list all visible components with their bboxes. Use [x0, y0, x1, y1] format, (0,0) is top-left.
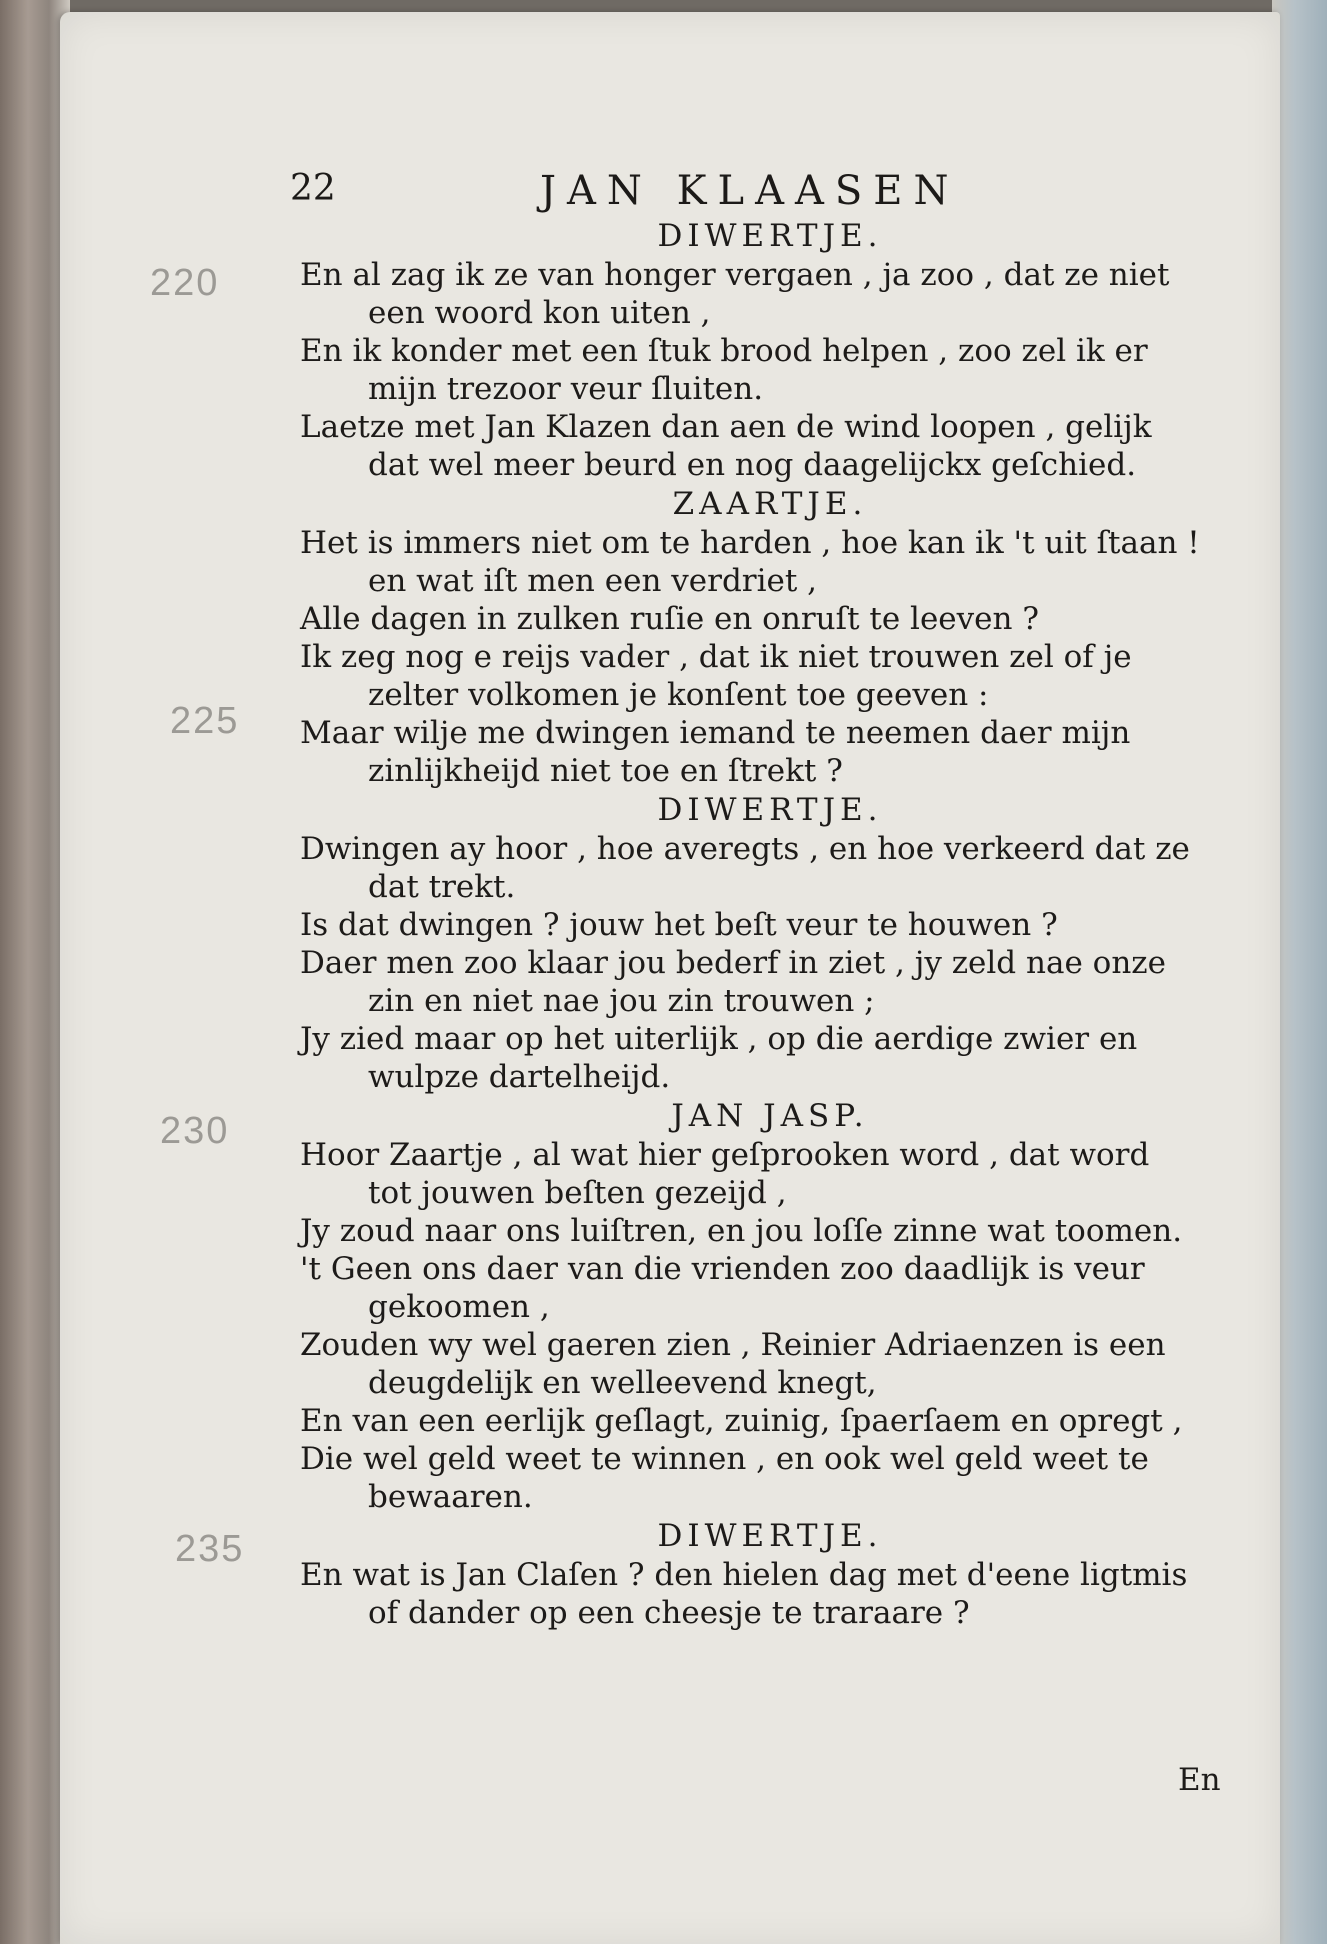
margin-line-number: 230 — [160, 1110, 230, 1152]
margin-line-number: 220 — [150, 262, 220, 304]
verse-line: Maar wilje me dwingen iemand te neemen daer mijn — [300, 715, 1131, 751]
speaker-name: ZAARTJE. — [672, 486, 868, 522]
verse-line: gekoomen , — [368, 1289, 550, 1325]
verse-line: Zouden wy wel gaeren zien , Reinier Adriaenzen is een — [300, 1327, 1166, 1363]
verse-line: deugdelijk en welleevend knegt, — [368, 1365, 877, 1401]
verse-line: Het is immers niet om te harden , hoe kan ik 't uit ſtaan ! — [300, 525, 1200, 561]
verse-line: En van een eerlijk geſlagt, zuinig, ſpaerſaem en opregt , — [300, 1403, 1183, 1439]
verse-line: Is dat dwingen ? jouw het beſt veur te houwen ? — [300, 907, 1058, 943]
verse-line: Laetze met Jan Klazen dan aen de wind loopen , gelijk — [300, 409, 1152, 445]
verse-line: En al zag ik ze van honger vergaen , ja zoo , dat ze niet — [300, 257, 1170, 293]
verse-line: Hoor Zaartje , al wat hier geſprooken word , dat word — [300, 1137, 1150, 1173]
verse-line: dat trekt. — [368, 869, 516, 905]
verse-line: Jy zied maar op het uiterlijk , op die aerdige zwier en — [300, 1021, 1138, 1057]
verse-line: zin en niet nae jou zin trouwen ; — [368, 983, 875, 1019]
verse-line: Alle dagen in zulken ruſie en onruſt te leeven ? — [300, 601, 1039, 637]
verse-line: Ik zeg nog e reijs vader , dat ik niet trouwen zel of je — [300, 639, 1132, 675]
verse-line: tot jouwen beſten gezeijd , — [368, 1175, 787, 1211]
verse-line: bewaaren. — [368, 1479, 533, 1515]
page-number: 22 — [290, 168, 336, 209]
verse-line: wulpze dartelheijd. — [368, 1059, 671, 1095]
speaker-name: DIWERTJE. — [657, 792, 883, 828]
verse-line: zinlijkheijd niet toe en ſtrekt ? — [368, 753, 843, 789]
verse-line: een woord kon uiten , — [368, 295, 711, 331]
verse-line: of dander op een cheesje te traraare ? — [368, 1595, 970, 1631]
page-header — [290, 168, 1090, 218]
verse-line: zelter volkomen je konſent toe geeven : — [368, 677, 989, 713]
verse-line: Dwingen ay hoor , hoe averegts , en hoe verkeerd dat ze — [300, 831, 1190, 867]
verse-line: dat wel meer beurd en nog daagelijckx geſchied. — [368, 447, 1137, 483]
verse-line: 't Geen ons daer van die vrienden zoo daadlijk is veur — [300, 1251, 1145, 1287]
right-cover-edge — [1272, 0, 1327, 1944]
running-title: JAN KLAASEN — [540, 168, 960, 214]
verse-line: en wat iſt men een verdriet , — [368, 563, 818, 599]
speaker-name: DIWERTJE. — [657, 218, 883, 254]
speaker-name: JAN JASP. — [671, 1098, 869, 1134]
margin-line-number: 225 — [170, 700, 240, 742]
verse-line: Daer men zoo klaar jou bederf in ziet , jy zeld nae onze — [300, 945, 1166, 981]
verse-line: Die wel geld weet te winnen , en ook wel geld weet te — [300, 1441, 1149, 1477]
verse-line: En wat is Jan Claſen ? den hielen dag met d'eene ligtmis — [300, 1557, 1188, 1593]
speaker-name: DIWERTJE. — [657, 1518, 883, 1554]
catchword: En — [1178, 1762, 1221, 1798]
verse-line: mijn trezoor veur ſluiten. — [368, 371, 764, 407]
verse-line: En ik konder met een ſtuk brood helpen , zoo zel ik er — [300, 333, 1148, 369]
margin-line-number: 235 — [175, 1528, 245, 1570]
verse-line: Jy zoud naar ons luiſtren, en jou loſſe zinne wat toomen. — [300, 1213, 1183, 1249]
play-text — [300, 216, 1240, 1632]
